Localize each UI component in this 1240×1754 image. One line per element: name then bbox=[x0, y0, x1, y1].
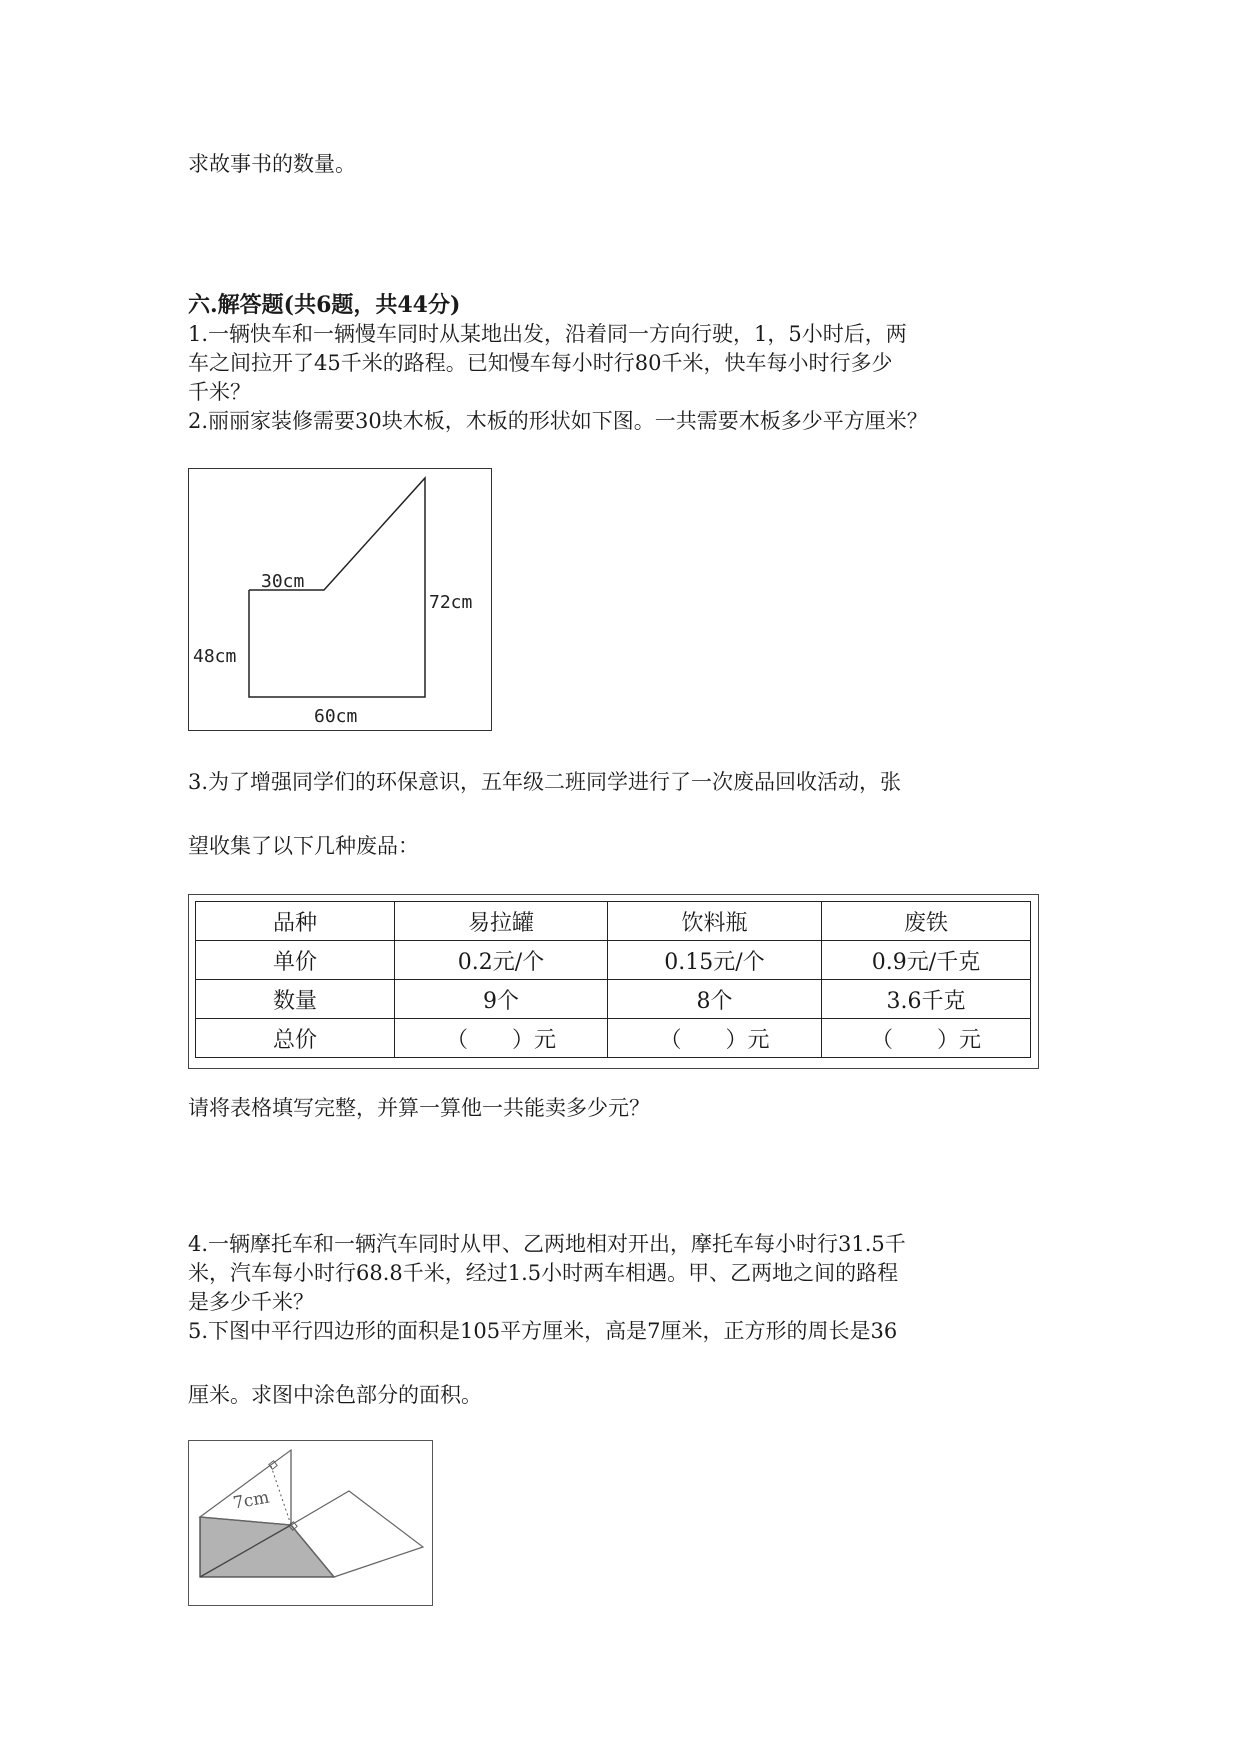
q4-line2: 米，汽车每小时行68.8千米，经过1.5小时两车相遇。甲、乙两地之间的路程 bbox=[188, 1261, 899, 1285]
q1-line2: 车之间拉开了45千米的路程。已知慢车每小时行80千米，快车每小时行多少 bbox=[188, 351, 893, 375]
q2-line1: 2.丽丽家装修需要30块木板，木板的形状如下图。一共需要木板多少平方厘米？ bbox=[188, 409, 928, 433]
q3-line1: 3.为了增强同学们的环保意识，五年级二班同学进行了一次废品回收活动，张 bbox=[188, 770, 902, 794]
table-cell: （ ）元 bbox=[822, 1019, 1031, 1058]
table-row bbox=[196, 980, 1031, 1019]
table-cell: 0.2元/个 bbox=[395, 941, 608, 980]
label-60cm: 60cm bbox=[314, 706, 358, 727]
label-48cm: 48cm bbox=[193, 646, 237, 667]
q3-line2: 望收集了以下几种废品： bbox=[188, 834, 419, 858]
table-cell: 9个 bbox=[395, 980, 608, 1019]
table-cell: 饮料瓶 bbox=[608, 902, 822, 941]
q4-line3: 是多少千米？ bbox=[188, 1290, 314, 1314]
top-text: 求故事书的数量。 bbox=[188, 152, 356, 176]
section-title: 六.解答题(共6题，共44分) bbox=[188, 292, 461, 318]
table-row bbox=[196, 941, 1031, 980]
height-dotted bbox=[271, 1466, 291, 1525]
q1-line1: 1.一辆快车和一辆慢车同时从某地出发，沿着同一方向行驶，1，5小时后，两 bbox=[188, 322, 907, 346]
q5-line1: 5.下图中平行四边形的面积是105平方厘米，高是7厘米，正方形的周长是36 bbox=[188, 1319, 898, 1343]
table-cell: （ ）元 bbox=[608, 1019, 822, 1058]
table-cell: 单价 bbox=[196, 941, 395, 980]
table-cell: 数量 bbox=[196, 980, 395, 1019]
table-row bbox=[196, 1019, 1031, 1058]
q1-line3: 千米？ bbox=[188, 380, 251, 404]
label-72cm: 72cm bbox=[429, 592, 473, 613]
table-cell: 易拉罐 bbox=[395, 902, 608, 941]
q5-line2: 厘米。求图中涂色部分的面积。 bbox=[188, 1383, 482, 1407]
table-cell: 废铁 bbox=[822, 902, 1031, 941]
table-cell: 3.6千克 bbox=[822, 980, 1031, 1019]
q3-table bbox=[195, 901, 1031, 1058]
label-30cm: 30cm bbox=[261, 571, 305, 592]
table-cell: 0.15元/个 bbox=[608, 941, 822, 980]
shaded-region bbox=[200, 1517, 334, 1577]
table-cell: （ ）元 bbox=[395, 1019, 608, 1058]
label-7cm: 7cm bbox=[231, 1487, 271, 1514]
table-cell: 总价 bbox=[196, 1019, 395, 1058]
q2-figure bbox=[188, 468, 492, 731]
q5-figure bbox=[188, 1440, 433, 1606]
parallelogram bbox=[200, 1450, 291, 1525]
table-row bbox=[196, 902, 1031, 941]
table-cell: 8个 bbox=[608, 980, 822, 1019]
table-cell: 品种 bbox=[196, 902, 395, 941]
q4-line1: 4.一辆摩托车和一辆汽车同时从甲、乙两地相对开出，摩托车每小时行31.5千 bbox=[188, 1232, 906, 1256]
table-cell: 0.9元/千克 bbox=[822, 941, 1031, 980]
q3-after: 请将表格填写完整，并算一算他一共能卖多少元？ bbox=[188, 1096, 650, 1120]
